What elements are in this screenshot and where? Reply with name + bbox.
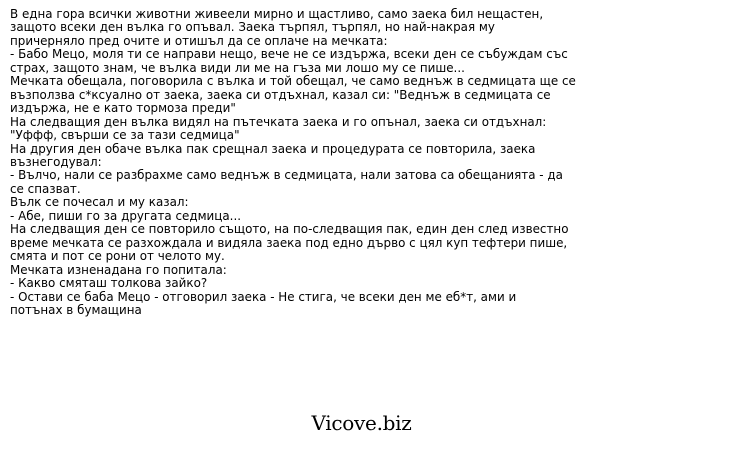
text-line: защото всеки ден вълка го опъвал. Заека търпял, търпял, но най-накрая му [10, 20, 495, 36]
text-line: потънах в бумащина [10, 302, 142, 318]
text-line: време мечката се разхождала и видяла заека под едно дърво с цял куп тефтери пише, [10, 235, 568, 251]
text-line: страх, защото знам, че вълка види ли ме на гъза ми лошо му се пише... [10, 60, 465, 76]
text-line: Мечката изненадана го попитала: [10, 262, 227, 278]
text-line: - Какво смяташ толкова зайко? [10, 276, 208, 292]
text-line: - Вълчо, нали се разбрахме само веднъж в седмицата, нали затова са обещанията - да [10, 168, 563, 184]
text-line: издържа, не е като тормоза преди" [10, 101, 236, 117]
text-line: На другия ден обаче вълка пак срещнал заека и процедурата се повторила, заека [10, 141, 536, 157]
text-line: На следващия ден вълка видял на пътечката заека и го опънал, заека си отдъхнал: [10, 114, 547, 130]
text-line: Вълк се почесал и му казал: [10, 195, 189, 211]
site-watermark: Vicove.biz [311, 411, 412, 435]
text-line: - Остави се баба Мецо - отговорил заека - Не стига, че всеки ден ме еб*т, ами и [10, 289, 517, 305]
text-line: се спазват. [10, 181, 81, 197]
text-line: - Бабо Мецо, моля ти се направи нещо, вече не се издържа, всеки ден се събуждам със [10, 47, 568, 63]
text-line: "Уффф, свърши се за тази седмица" [10, 128, 240, 144]
text-line: смята и пот се рони от челото му. [10, 249, 225, 265]
text-line: На следващия ден се повторило същото, на по-следващия пак, един ден след известно [10, 222, 569, 238]
text-line: възнегодувал: [10, 154, 102, 170]
text-line: възползва с*ксуално от заека, заека си отдъхнал, казал си: "Веднъж в седмицата се [10, 87, 551, 103]
text-line: причерняло пред очите и отишъл да се оплаче на мечката: [10, 33, 388, 49]
text-line: - Абе, пиши го за другата седмица... [10, 208, 242, 224]
joke-text [10, 7, 576, 318]
text-line: Мечката обещала, поговорила с вълка и той обещал, че само веднъж в седмицата ще се [10, 74, 576, 90]
text-line: В една гора всички животни живеели мирно и щастливо, само заека бил нещастен, [10, 7, 544, 22]
